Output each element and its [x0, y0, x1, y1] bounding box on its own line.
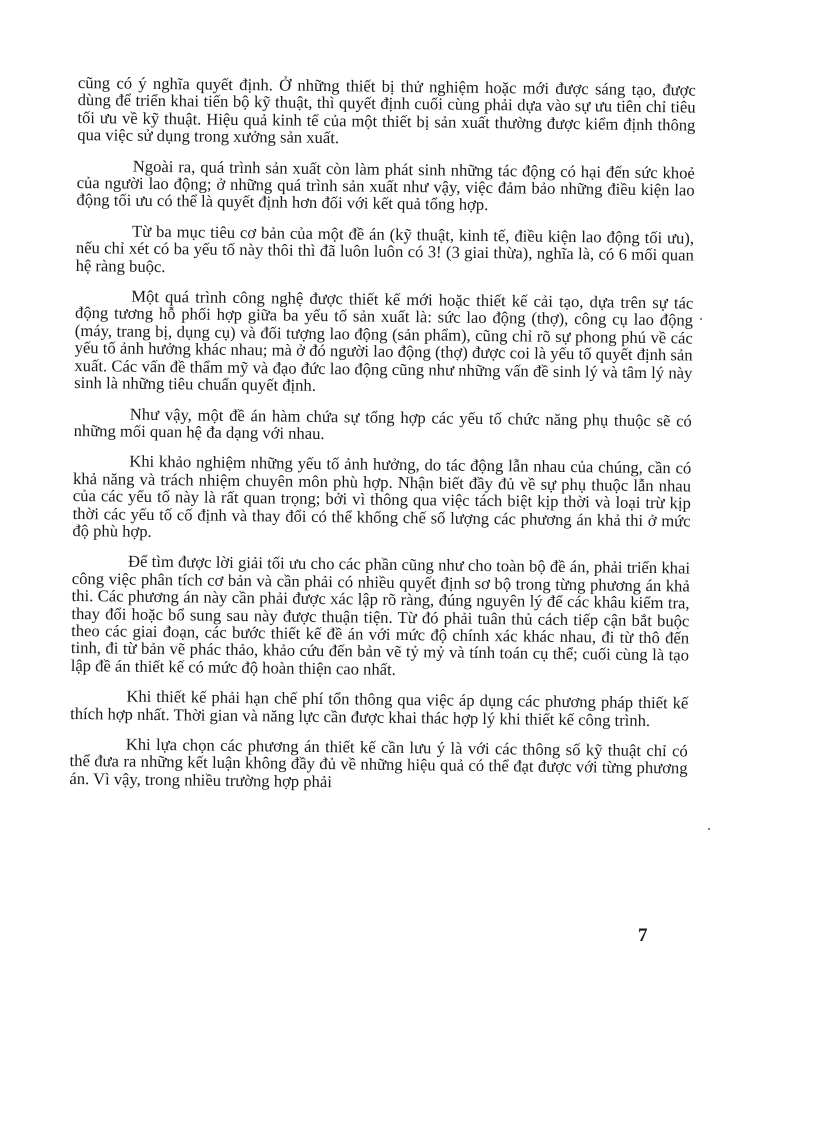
- paragraph-3: Từ ba mục tiêu cơ bản của một đề án (kỹ thuật, kinh tế, điều kiện lao động tối ưu), nếu chỉ xét có ba yếu tố này thôi thì đã luôn luôn có 3! (3 giai thừa), nghĩa là, có 6 mối quan hệ ràng buộc.: [75, 221, 695, 276]
- paragraph-8: Khi thiết kế phải hạn chế phí tổn thông qua việc áp dụng các phương pháp thiết kế thích hợp nhất. Thời gian và năng lực cần được khai thác hợp lý khi thiết kế công trình.: [70, 686, 689, 730]
- paragraph-6: Khi khảo nghiệm những yếu tố ảnh hưởng, do tác động lẫn nhau của chúng, cần có khả năng và trách nhiệm chuyên môn phù hợp. Nhận biết đầy đủ về sự phụ thuộc lẫn nhau của các yếu tố này là rất quan trọng; bởi vì thông qua việc tách biệt kịp thời và loại trừ kịp thời các yếu tố cố định và thay đổi có thể khống chế số lượng các phương án khả thi ở mức độ phù hợp.: [72, 451, 692, 541]
- paragraph-4: Một quá trình công nghệ được thiết kế mới hoặc thiết kế cải tạo, dựa trên sự tác động tương hỗ phối hợp giữa ba yếu tố sản xuất là: sức lao động (thợ), công cụ lao động (máy, trang bị, dụng cụ) và đối tượng lao động (sản phẩm), cũng chỉ rõ sự phong phú về các yếu tố ảnh hưởng khác nhau; mà ở đó người lao động (thợ) được coi là yếu tố quyết định sản xuất. Các vấn đề thẩm mỹ và đạo đức lao động cũng như những vấn đề sinh lý và tâm lý này sinh là những tiêu chuẩn quyết định.: [74, 286, 694, 396]
- page-number: 7: [638, 925, 648, 946]
- paragraph-1: cũng có ý nghĩa quyết định. Ở những thiết bị thử nghiệm hoặc mới được sáng tạo, được dùng để triển khai tiến bộ kỹ thuật, thì quyết định cuối cùng phải dựa vào sự ưu tiên chỉ tiêu tối ưu về kỹ thuật. Hiệu quả kinh tế của một thiết bị sản xuất thường được kiểm định thông qua việc sử dụng trong xưởng sản xuất.: [77, 73, 696, 148]
- paragraph-7: Để tìm được lời giải tối ưu cho các phần cũng như cho toàn bộ đề án, phải triển khai công việc phân tích cơ bản và cần phải có nhiều quyết định sơ bộ trong từng phương án khả thi. Các phương án này cần phải được xác lập rõ ràng, đúng nguyên lý để các khâu kiểm tra, thay đổi hoặc bổ sung sau này được thuận tiện. Từ đó phải tuân thủ cách tiếp cận bắt buộc theo các giai đoạn, các bước thiết kế đề án với mức độ chính xác khác nhau, đi từ thô đến tinh, đi từ bản vẽ phác thảo, khảo cứu đến bản vẽ tỷ mỷ và tính toán cụ thể; cuối cùng là tạo lập đề án thiết kế có mức độ hoàn thiện cao nhất.: [70, 551, 691, 679]
- scan-speck: [708, 828, 710, 830]
- body-text: [69, 74, 696, 808]
- paragraph-9: Khi lựa chọn các phương án thiết kế cần lưu ý là với các thông số kỹ thuật chỉ có thể đưa ra những kết luận không đầy đủ về những hiệu quả có thể đạt được với từng phương án. Vì vậy, trong nhiều trường hợp phải: [69, 734, 688, 791]
- paragraph-2: Ngoài ra, quá trình sản xuất còn làm phát sinh những tác động có hại đến sức khoẻ của người lao động; ở những quá trình sản xuất như vậy, việc đảm bảo những điều kiện lao động tối ưu có thể là quyết định hơn đối với kết quả tổng hợp.: [76, 156, 695, 215]
- scan-speck: [700, 318, 702, 320]
- paragraph-5: Như vậy, một đề án hàm chứa sự tổng hợp các yếu tố chức năng phụ thuộc sẽ có những mối quan hệ đa dạng với nhau.: [73, 404, 692, 443]
